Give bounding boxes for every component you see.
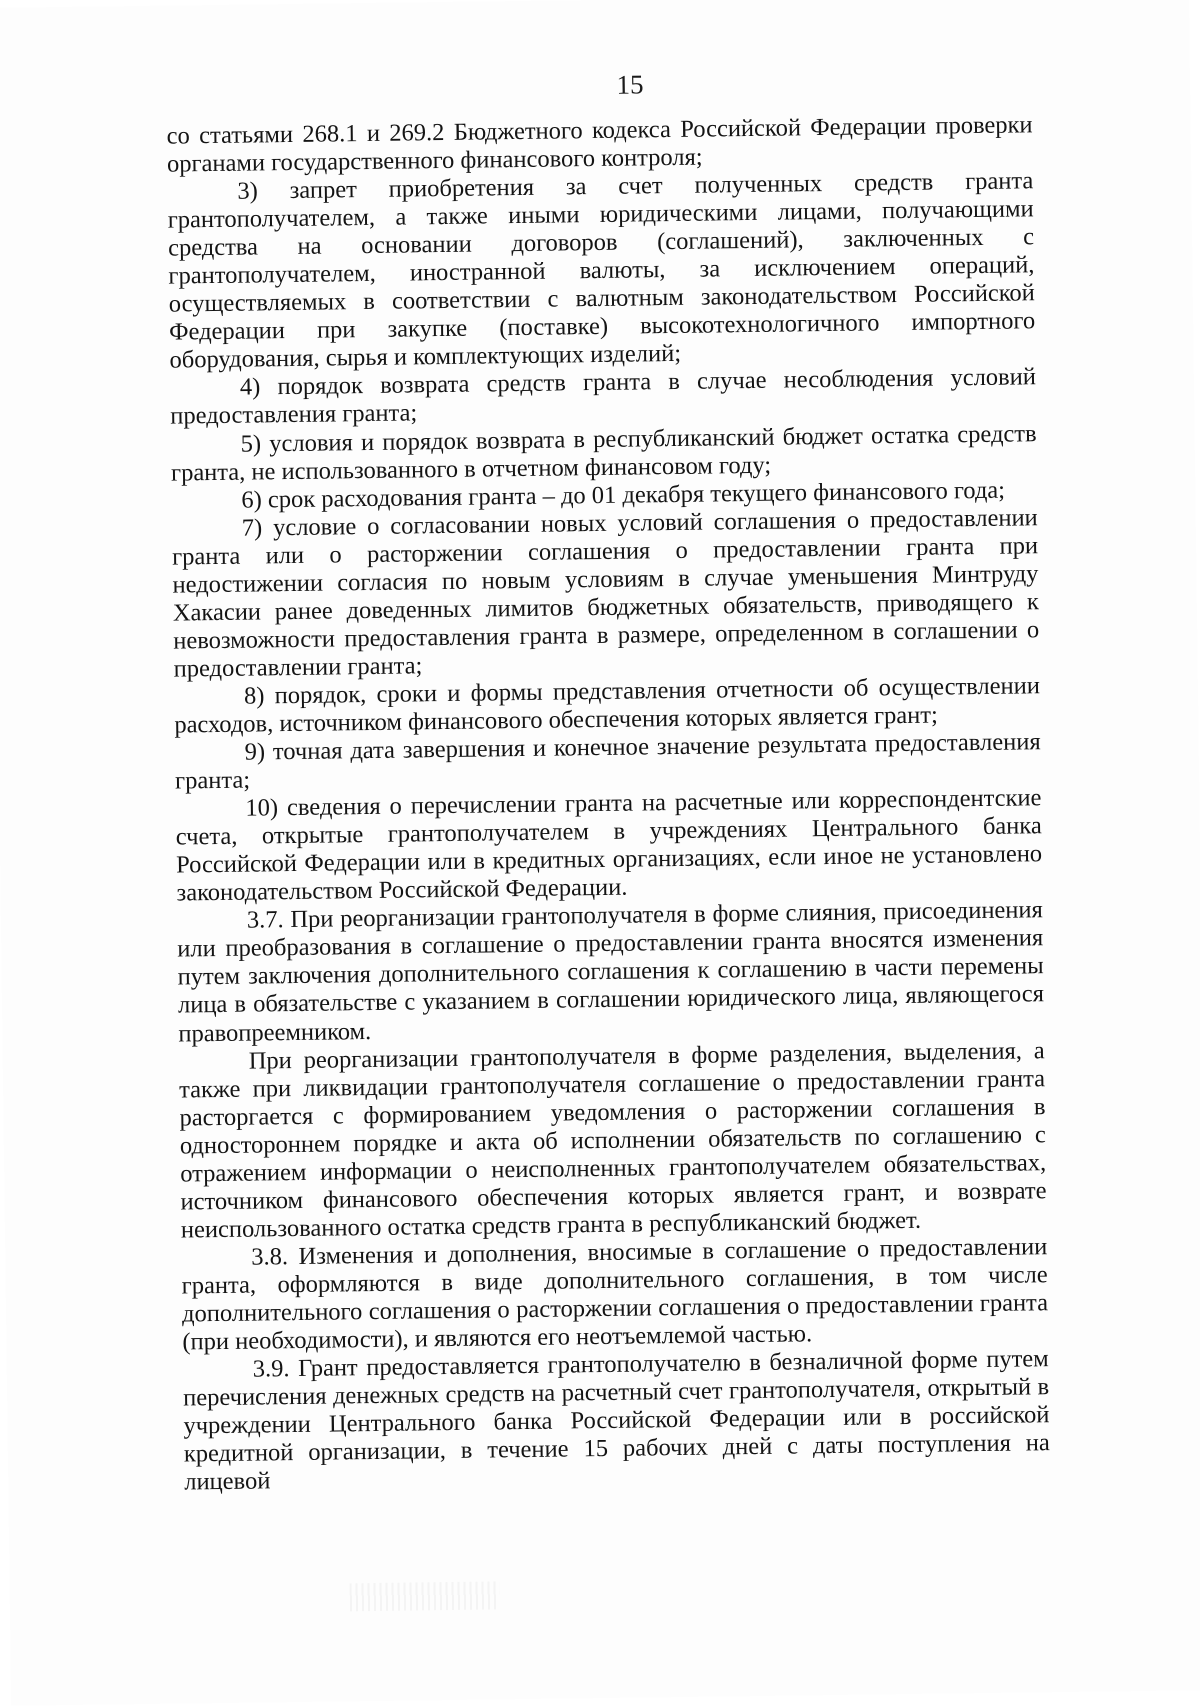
list-item-9: 9) точная дата завершения и конечное значение результата предоставления гранта; (174, 728, 1041, 795)
document-body (166, 111, 1050, 1497)
list-item-4: 4) порядок возврата средств гранта в случае несоблюдения условий предоставления гранта; (170, 363, 1037, 431)
list-item-5: 5) условия и порядок возврата в республиканский бюджет остатка средств гранта, не использованного в отчетном финансовом году; (170, 419, 1037, 487)
list-item-3: 3) запрет приобретения за счет полученных средств гранта грантополучателем, а также иными юридическими лицами, получающими средства на основании договоров (соглашений), заключенных с грантополучателем, иностранной валюты, за исключением операций, осуществляемых в соответствии с валютным законодательством Российской Федерации при закупке (поставке) высокотехнологичного импортного оборудования, сырья и комплектующих изделий; (167, 167, 1036, 374)
list-item-7: 7) условие о согласовании новых условий соглашения о предоставлении гранта или о расторжении соглашения о предоставлении гранта при недостижении согласия по новым условиям в случае уменьшения Минтруду Хакасии ранее доведенных лимитов бюджетных обязательств, приводящего к невозможности предоставления гранта в размере, определенном в соглашении о предоставлении гранта; (171, 503, 1040, 683)
clause-3-9: 3.9. Грант предоставляется грантополучателю в безналичной форме путем перечисления денежных средств на расчетный счет грантополучателя, открытый в учреждении Центрального банка Российской Федерации или в российской кредитной организации, в течение 15 рабочих дней с даты поступления на лицевой (182, 1345, 1050, 1496)
list-item-8: 8) порядок, сроки и формы представления отчетности об осуществлении расходов, источником финансового обеспечения которых является грант; (174, 672, 1041, 739)
scan-artifact (350, 1581, 500, 1611)
clause-3-7: 3.7. При реорганизации грантополучателя в форме слияния, присоединения или преобразования в соглашение о предоставлении гранта вносятся изменения путем заключения дополнительного соглашения к соглашению в части перемены лица в обязательстве с указанием в соглашении юридического лица, являющегося правопреемником. (177, 896, 1045, 1048)
list-item-6: 6) срок расходования гранта – до 01 декабря текущего финансового года; (241, 476, 1006, 514)
list-item-10: 10) сведения о перечислении гранта на расчетные или корреспондентские счета, открытые грантополучателем в учреждениях Центрального банка Российской Федерации или в кредитных организациях, если иное не установлено законодательством Российской Федерации. (175, 784, 1043, 907)
page-number: 15 (616, 69, 644, 100)
clause-3-7-continued: При реорганизации грантополучателя в форме разделения, выделения, а также при ликвидации грантополучателя соглашение о предоставлении гранта расторгается с формированием уведомления о расторжении соглашения в одностороннем порядке и акта об исполнении обязательств по соглашению с отражением информации о неисполненных грантополучателем обязательствах, источником финансового обеспечения которых является грант, и возврате неиспользованного остатка средств гранта в республиканский бюджет. (178, 1036, 1047, 1244)
paragraph-continuation: со статьями 268.1 и 269.2 Бюджетного кодекса Российской Федерации проверки органами государственного финансового контроля; (166, 111, 1033, 178)
clause-3-8: 3.8. Изменения и дополнения, вносимые в соглашение о предоставлении гранта, оформляются в виде дополнительного соглашения, в том числе дополнительного соглашения о расторжении соглашения о предоставлении гранта (при необходимости), и являются его неотъемлемой частью. (181, 1233, 1049, 1356)
